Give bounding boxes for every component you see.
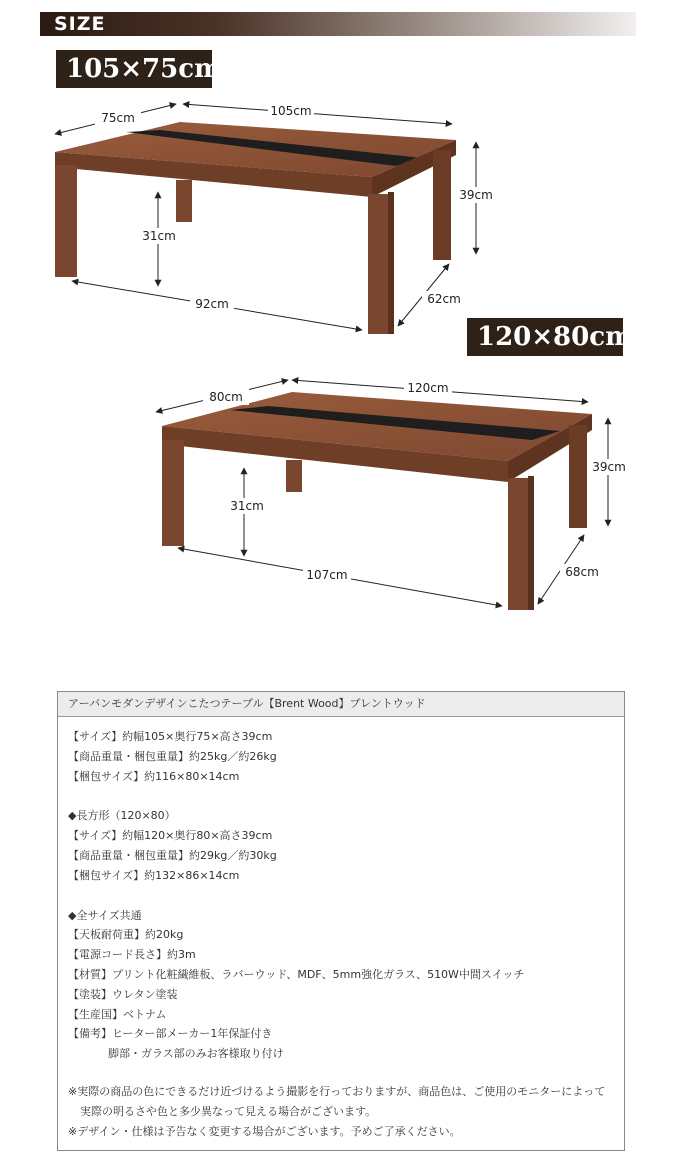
t2-depth-label: 80cm	[209, 390, 243, 404]
spec-group-title: ◆長方形（120×80）	[68, 809, 176, 823]
note-line: ※実際の商品の色にできるだけ近づけるよう撮影を行っておりますが、商品色は、ご使用のモニターによって	[68, 1084, 606, 1098]
t1-leg-depth-label: 62cm	[427, 292, 461, 306]
t2-under-height-label: 31cm	[230, 499, 264, 513]
spec-line: 【サイズ】約幅120×奥行80×高さ39cm	[68, 829, 273, 843]
spec-title: アーバンモダンデザインこたつテーブル【Brent Wood】ブレントウッド	[58, 692, 624, 717]
spec-line: 【梱包サイズ】約132×86×14cm	[68, 868, 240, 882]
spec-group-title: ◆全サイズ共通	[68, 908, 142, 922]
spec-line: 【商品重量・梱包重量】約25kg／約26kg	[68, 749, 277, 763]
spec-body	[58, 717, 624, 1141]
size-header-title: SIZE	[54, 13, 106, 35]
spec-line: 【材質】プリント化粧繊維板、ラバーウッド、MDF、5mm強化ガラス、510W中間スイッチ	[68, 967, 525, 981]
spec-line: 【生産国】ベトナム	[68, 1007, 167, 1021]
spec-line: 【電源コード長さ】約3m	[68, 948, 196, 962]
t1-under-height-label: 31cm	[142, 229, 176, 243]
spec-line: 【商品重量・梱包重量】約29kg／約30kg	[68, 848, 277, 862]
spec-line: 【梱包サイズ】約116×80×14cm	[68, 769, 240, 783]
t1-depth-label: 75cm	[101, 111, 135, 125]
t2-leg-width-label: 107cm	[306, 568, 348, 582]
note-line: ※デザイン・仕様は予告なく変更する場合がございます。予めご了承ください。	[68, 1124, 461, 1138]
note-line: 実際の明るさや色と多少異なって見える場合がございます。	[80, 1104, 377, 1118]
t2-height-label: 39cm	[592, 460, 626, 474]
t2-leg-depth-label: 68cm	[565, 565, 599, 579]
spec-line: 脚部・ガラス部のみお客様取り付け	[108, 1047, 284, 1061]
spec-line: 【天板耐荷重】約20kg	[68, 928, 184, 942]
t2-width-label: 120cm	[407, 381, 449, 395]
t1-leg-width-label: 92cm	[195, 297, 229, 311]
t1-width-label: 105cm	[270, 104, 312, 118]
size-label-120x80: 120×80cm	[467, 318, 623, 356]
spec-line: 【サイズ】約幅105×奥行75×高さ39cm	[68, 730, 273, 743]
spec-box	[57, 691, 625, 1151]
size-label-105x75: 105×75cm	[56, 50, 212, 88]
t1-height-label: 39cm	[459, 188, 493, 202]
spec-notes	[68, 1082, 624, 1141]
table-105x75-drawing	[55, 122, 456, 334]
spec-line: 【塗装】ウレタン塗装	[68, 987, 178, 1001]
spec-line: 【備考】ヒーター部メーカー1年保証付き	[68, 1027, 273, 1041]
